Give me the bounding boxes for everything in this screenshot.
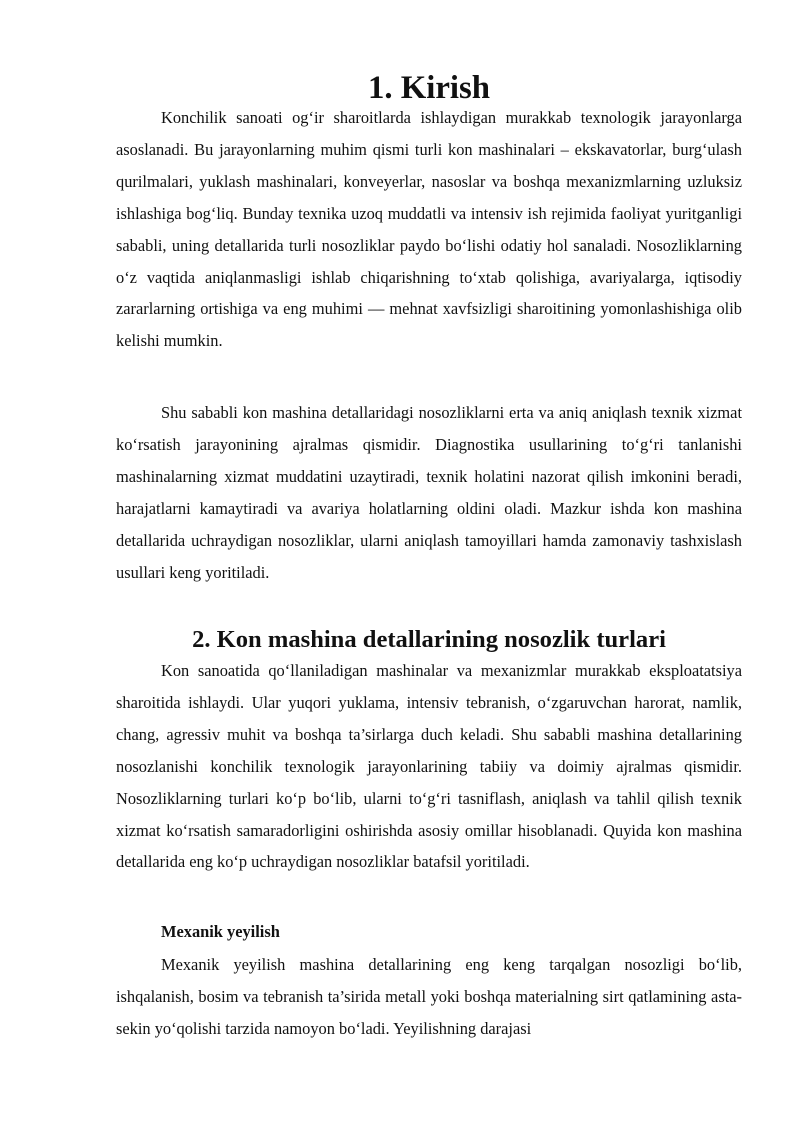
mexanik-yeyilish-paragraph: Mexanik yeyilish mashina detallarining eng keng tarqalgan nosozligi bo‘lib, ishqalanish, bosim va tebranish ta’sirida metall yoki boshqa materialning sirt qatlamining asta-sekin yo‘qolishi tarzida namoyon bo‘ladi. Yeyilishning darajasi <box>116 955 742 1038</box>
section-1-paragraph-2: Shu sababli kon mashina detallaridagi nosozliklarni erta va aniq aniqlash texnik xizmat ko‘rsatish jarayonining ajralmas qismidir. Diagnostika usullarining to‘g‘ri tanlanishi mashinalarning xizmat muddatini uzaytiradi, texnik holatini nazorat qilish imkonini beradi, harajatlarni kamaytiradi va avariya holatlarning oldini oladi. Mazkur ishda kon mashina detallarida uchraydigan nosozliklar, ularni aniqlash tamoyillari hamda zamonaviy tashxislash usullari keng yoritiladi. <box>116 403 742 582</box>
section-1-paragraph-1: Konchilik sanoati og‘ir sharoitlarda ishlaydigan murakkab texnologik jarayonlarga asoslanadi. Bu jarayonlarning muhim qismi turli kon mashinalari – ekskavatorlar, burg‘ulash qurilmalari, yuklash mashinalari, konveyerlar, nasoslar va boshqa mexanizmlarning uzluksiz ishlashiga bog‘liq. Bunday texnika uzoq muddatli va intensiv ish rejimida faoliyat yuritganligi sababli, uning detallarida turli nosozliklar paydo bo‘lishi odatiy hol sanaladi. Nosozliklarning o‘z vaqtida aniqlanmasligi ishlab chiqarishning to‘xtab qolishiga, avariyalarga, iqtisodiy zararlarning ortishiga va eng muhimi — mehnat xavfsizligi sharoitining yomonlashishiga olib kelishi mumkin. <box>116 108 742 351</box>
section-1-heading: 1. Kirish <box>367 70 491 106</box>
section-2-paragraph-1: Kon sanoatida qo‘llaniladigan mashinalar va mexanizmlar murakkab eksploatatsiya sharoitida ishlaydi. Ular yuqori yuklama, intensiv tebranish, o‘zgaruvchan harorat, namlik, chang, agressiv muhit va boshqa ta’sirlarga duch keladi. Shu sababli mashina detallarining nosozlanishi konchilik texnologik jarayonlarining tabiiy va doimiy ajralmas qismidir. Nosozliklarning turlari ko‘p bo‘lib, ularni to‘g‘ri tasniflash, aniqlash va tahlil qilish texnik xizmat ko‘rsatish samaradorligini oshirishda asosiy omillar hisoblanadi. Quyida kon mashina detallarida eng ko‘p uchraydigan nosozliklar batafsil yoritiladi. <box>116 661 742 872</box>
section-2-heading: 2. Kon mashina detallarining nosozlik turlari <box>192 626 666 653</box>
mexanik-yeyilish-subheading: Mexanik yeyilish <box>161 922 280 941</box>
